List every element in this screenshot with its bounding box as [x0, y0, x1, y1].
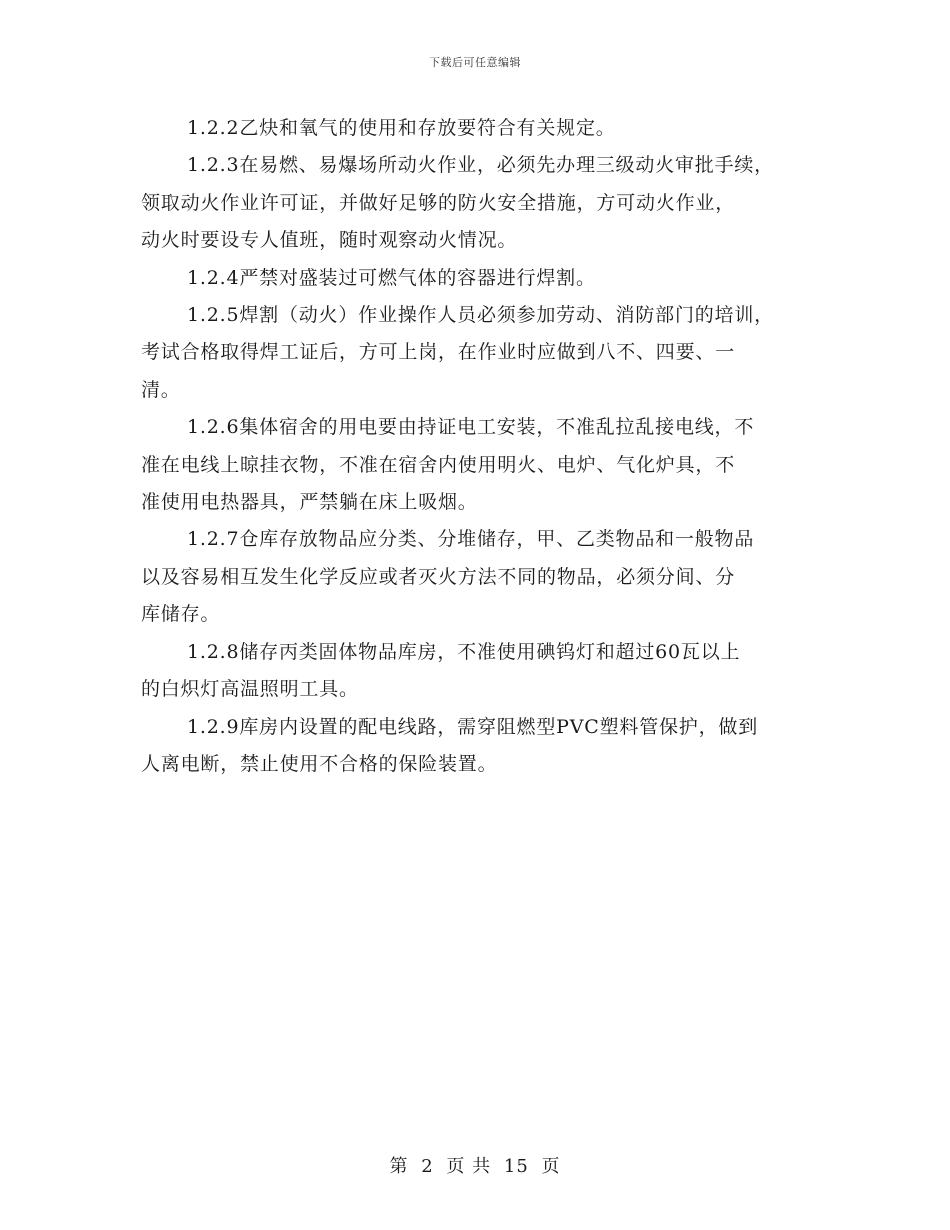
- total-pages: 15: [503, 1156, 529, 1177]
- page-label-middle: 页 共: [446, 1156, 492, 1177]
- page-label-prefix: 第: [389, 1156, 409, 1177]
- document-body: [141, 110, 831, 783]
- paragraph-1-2-8: [141, 634, 831, 709]
- paragraph-line: 准在电线上晾挂衣物，不准在宿舍内使用明火、电炉、气化炉具，不: [141, 453, 736, 476]
- paragraph-line: 考试合格取得焊工证后，方可上岗，在作业时应做到八不、四要、一: [141, 341, 736, 364]
- page-footer: [0, 1152, 950, 1178]
- paragraph-line: 领取动火作业许可证，并做好足够的防火安全措施，方可动火作业，: [141, 191, 736, 214]
- paragraph-line: 1.2.6集体宿舍的用电要由持证电工安装，不准乱拉乱接电线，不: [187, 416, 755, 439]
- paragraph-1-2-7: [141, 521, 831, 633]
- paragraph-line: 以及容易相互发生化学反应或者灭火方法不同的物品，必须分间、分: [141, 565, 736, 588]
- paragraph-line: 人离电断，禁止使用不合格的保险装置。: [141, 752, 498, 775]
- paragraph-line: 1.2.9库房内设置的配电线路，需穿阻燃型PVC塑料管保护，做到: [187, 715, 758, 738]
- page-number: 2: [421, 1156, 434, 1177]
- paragraph-line: 1.2.2乙炔和氧气的使用和存放要符合有关规定。: [187, 117, 616, 139]
- paragraph-line: 1.2.4严禁对盛装过可燃气体的容器进行焊割。: [187, 266, 596, 289]
- paragraph-line: 准使用电热器具，严禁躺在床上吸烟。: [141, 491, 478, 514]
- paragraph-1-2-6: [141, 409, 831, 521]
- paragraph-line: 1.2.5焊割（动火）作业操作人员必须参加劳动、消防部门的培训，: [187, 304, 774, 327]
- paragraph-line: 1.2.8储存丙类固体物品库房，不准使用碘钨灯和超过60瓦以上: [187, 640, 741, 663]
- paragraph-line: 1.2.7仓库存放物品应分类、分堆储存，甲、乙类物品和一般物品: [187, 528, 755, 551]
- paragraph-line: 库储存。: [141, 603, 221, 626]
- paragraph-1-2-9: [141, 709, 831, 784]
- page-header: 下载后可任意编辑: [429, 56, 521, 69]
- paragraph-line: 1.2.3在易燃、易爆场所动火作业，必须先办理三级动火审批手续，: [187, 154, 774, 177]
- paragraph-line: 的白炽灯高温照明工具。: [141, 678, 359, 701]
- paragraph-1-2-4: [141, 260, 831, 297]
- paragraph-1-2-5: [141, 297, 831, 409]
- paragraph-line: 清。: [141, 378, 181, 401]
- page-label-suffix: 页: [541, 1156, 561, 1177]
- paragraph-1-2-3: [141, 147, 831, 259]
- paragraph-line: 动火时要设专人值班，随时观察动火情况。: [141, 229, 518, 252]
- paragraph-1-2-2: [141, 110, 831, 147]
